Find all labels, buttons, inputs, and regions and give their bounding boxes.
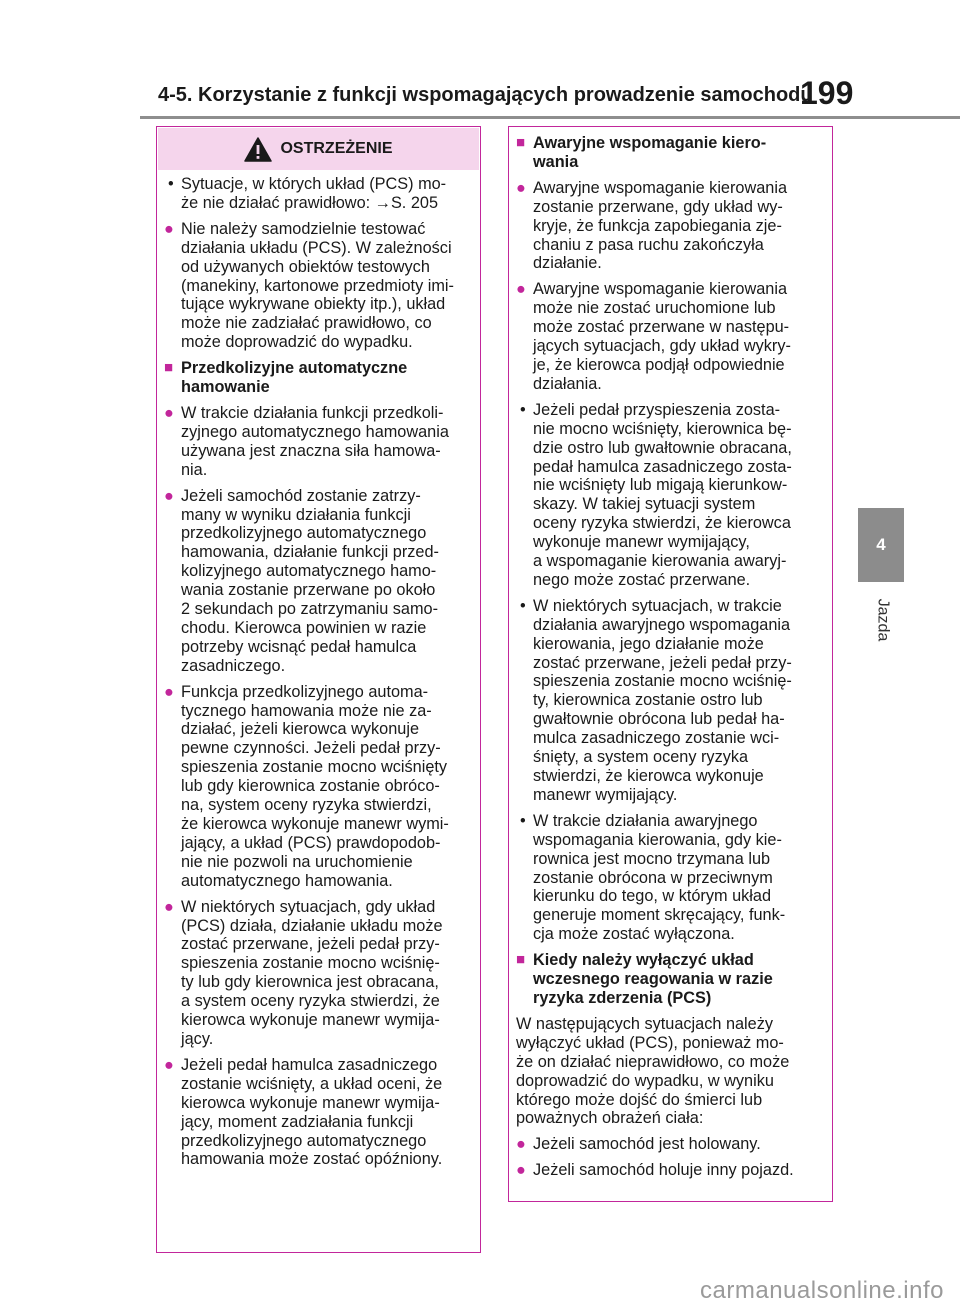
item-text: Nie należy samodzielnie testować działania układu (PCS). W zależności od używanych obiektów testowych (manekiny, kartonowe przedmioty imi- tujące wykrywane obiekty itp.), układ może nie zadziałać prawidłowo, co może doprowadzić do wypadku. <box>181 219 454 352</box>
list-item <box>516 812 826 944</box>
warning-title: OSTRZEŻENIE <box>280 140 393 157</box>
item-text: Funkcja przedkolizyjnego automa- tycznego hamowania może nie za- działać, jeżeli kierowca wykonuje pewne czynności. Jeżeli pedał przy- spieszenia zostanie mocno wciśnięty lub gdy kierownica zostanie obróco- na, system oceny ryzyka stwierdzi, że kierowca wykonuje manewr wymi- jający, a układ (PCS) prawdopodob- nie nie pozwoli na uruchomienie automatycznego hamowania. <box>181 682 449 890</box>
warning-box-right <box>508 126 833 1202</box>
list-item <box>164 404 474 480</box>
header-divider <box>140 116 960 119</box>
watermark: carmanualsonline.info <box>700 1277 944 1304</box>
bullet-icon: • <box>520 400 526 419</box>
item-text: Awaryjne wspomaganie kierowania zostanie przerwane, gdy układ wy- kryje, że funkcja zapobiegania zje- chaniu z pasa ruchu zakończyła działanie. <box>533 178 788 273</box>
list-item <box>164 487 474 676</box>
item-text: W niektórych sytuacjach, gdy układ (PCS) działa, działanie układu może zostać przerwane, jeżeli pedał przy- spieszenia zostanie mocno wciśnię- ty lub gdy kierownica jest obracana, a system oceny ryzyka stwierdzi, że kierowca wykonuje manewr wymija- jący. <box>181 897 443 1048</box>
circle-bullet-icon: ● <box>164 1055 174 1074</box>
chapter-tab-number: 4 <box>876 535 886 554</box>
circle-bullet-icon: ● <box>164 219 174 238</box>
section-title: 4-5. Korzystanie z funkcji wspomagających prowadzenie samochodu <box>158 84 813 106</box>
bullet-icon: • <box>520 811 526 830</box>
list-item <box>516 401 826 590</box>
warning-content-left <box>164 175 474 1176</box>
item-text: Kiedy należy wyłączyć układ wczesnego reagowania w razie ryzyka zderzenia (PCS) <box>533 951 773 1007</box>
page-number: 199 <box>800 75 854 111</box>
bullet-icon: • <box>168 175 174 193</box>
item-text: Przedkolizyjne automatyczne hamowanie <box>181 359 408 397</box>
item-text: Sytuacje, w których układ (PCS) mo- że nie działać prawidłowo: →S. 205 <box>181 175 447 212</box>
circle-bullet-icon: ● <box>516 1135 526 1154</box>
list-item <box>164 220 474 352</box>
bullet-icon: • <box>520 596 526 615</box>
paragraph: W następujących sytuacjach należy wyłączyć układ (PCS), ponieważ mo- że on działać nieprawidłowo, co może doprowadzić do wypadku, w wyniku którego może dojść do śmierci lub poważnych obrażeń ciała: <box>516 1014 790 1128</box>
item-text: Jeżeli samochód jest holowany. <box>533 1135 761 1154</box>
item-text: Jeżeli pedał przyspieszenia zosta- nie mocno wciśnięty, kierownica bę- dzie ostro lub gwałtownie obracana, pedał hamulca zasadniczego zosta- nie wciśnięty lub migają kierunkow- skazy. W takiej sytuacji system oceny ryzyka stwierdzi, że kierowca wykonuje manewr wymijający, a wspomaganie kierowania awaryj- nego może zostać przerwane. <box>533 400 792 589</box>
warning-box-left <box>156 126 481 1253</box>
circle-bullet-icon: ● <box>164 486 174 505</box>
list-item <box>516 1161 826 1180</box>
warning-triangle-icon <box>244 137 272 162</box>
list-item <box>516 280 826 393</box>
item-text: W niektórych sytuacjach, w trakcie działania awaryjnego wspomagania kierowania, jego działanie może zostać przerwane, jeżeli pedał przy- spieszenia zostanie mocno wciśnię- ty, kierownica zostanie ostro lub gwałtownie obrócona lub pedał ha- mulca zasadniczego zostanie wci- śnięty, a system oceny ryzyka stwierdzi, że kierowca wykonuje manewr wymijający. <box>533 596 792 804</box>
item-text: Jeżeli pedał hamulca zasadniczego zostanie wciśnięty, a układ oceni, że kierowca wykonuje manewr wymija- jący, moment zadziałania funkcji przedkolizyjnego automatycznego hamowania może zostać opóźniony. <box>181 1055 443 1169</box>
item-text: W trakcie działania awaryjnego wspomagania kierowania, gdy kie- rownica jest mocno trzymana lub zostanie obrócona w przeciwnym kierunku do tego, w którym układ generuje moment skręcający, funk- cja może zostać wyłączona. <box>533 811 786 944</box>
list-item <box>164 683 474 891</box>
section-heading <box>516 134 826 172</box>
item-text: W trakcie działania funkcji przedkoli- zyjnego automatycznego hamowania używana jest znaczna siła hamowa- nia. <box>181 403 449 479</box>
circle-bullet-icon: ● <box>516 178 526 197</box>
list-item <box>516 179 826 274</box>
square-bullet-icon: ■ <box>164 359 174 377</box>
item-text: Awaryjne wspomaganie kiero- wania <box>533 134 767 171</box>
list-item <box>164 1056 474 1169</box>
circle-bullet-icon: ● <box>164 897 174 916</box>
chapter-tab[interactable] <box>858 508 904 582</box>
section-heading <box>164 359 474 397</box>
chapter-label <box>862 590 902 650</box>
circle-bullet-icon: ● <box>516 280 526 299</box>
section-heading <box>516 951 826 1008</box>
square-bullet-icon: ■ <box>516 134 526 151</box>
list-item <box>164 898 474 1049</box>
warning-content-right <box>516 134 826 1187</box>
square-bullet-icon: ■ <box>516 951 526 969</box>
circle-bullet-icon: ● <box>516 1161 526 1180</box>
item-text: Awaryjne wspomaganie kierowania może nie zostać uruchomione lub może zostać przerwane w następu- jących sytuacjach, gdy układ wykry- je, że kierowca podjął odpowiednie działania. <box>533 280 791 393</box>
circle-bullet-icon: ● <box>164 403 174 422</box>
list-item <box>516 597 826 805</box>
warning-header <box>158 128 479 170</box>
item-text: Jeżeli samochód holuje inny pojazd. <box>533 1161 794 1180</box>
item-text: Jeżeli samochód zostanie zatrzy- many w wyniku działania funkcji przedkolizyjnego automatycznego hamowania, działanie funkcji przed- kolizyjnego automatycznego hamo- wania zostanie przerwane po około 2 sekundach po zatrzymaniu samo- chodu. Kierowca powinien w razie potrzeby wcisnąć pedał hamulca zasadniczego. <box>181 486 439 675</box>
list-item <box>516 1135 826 1154</box>
chapter-label-text: Jazda <box>874 598 892 642</box>
circle-bullet-icon: ● <box>164 682 174 701</box>
list-item <box>164 175 474 213</box>
